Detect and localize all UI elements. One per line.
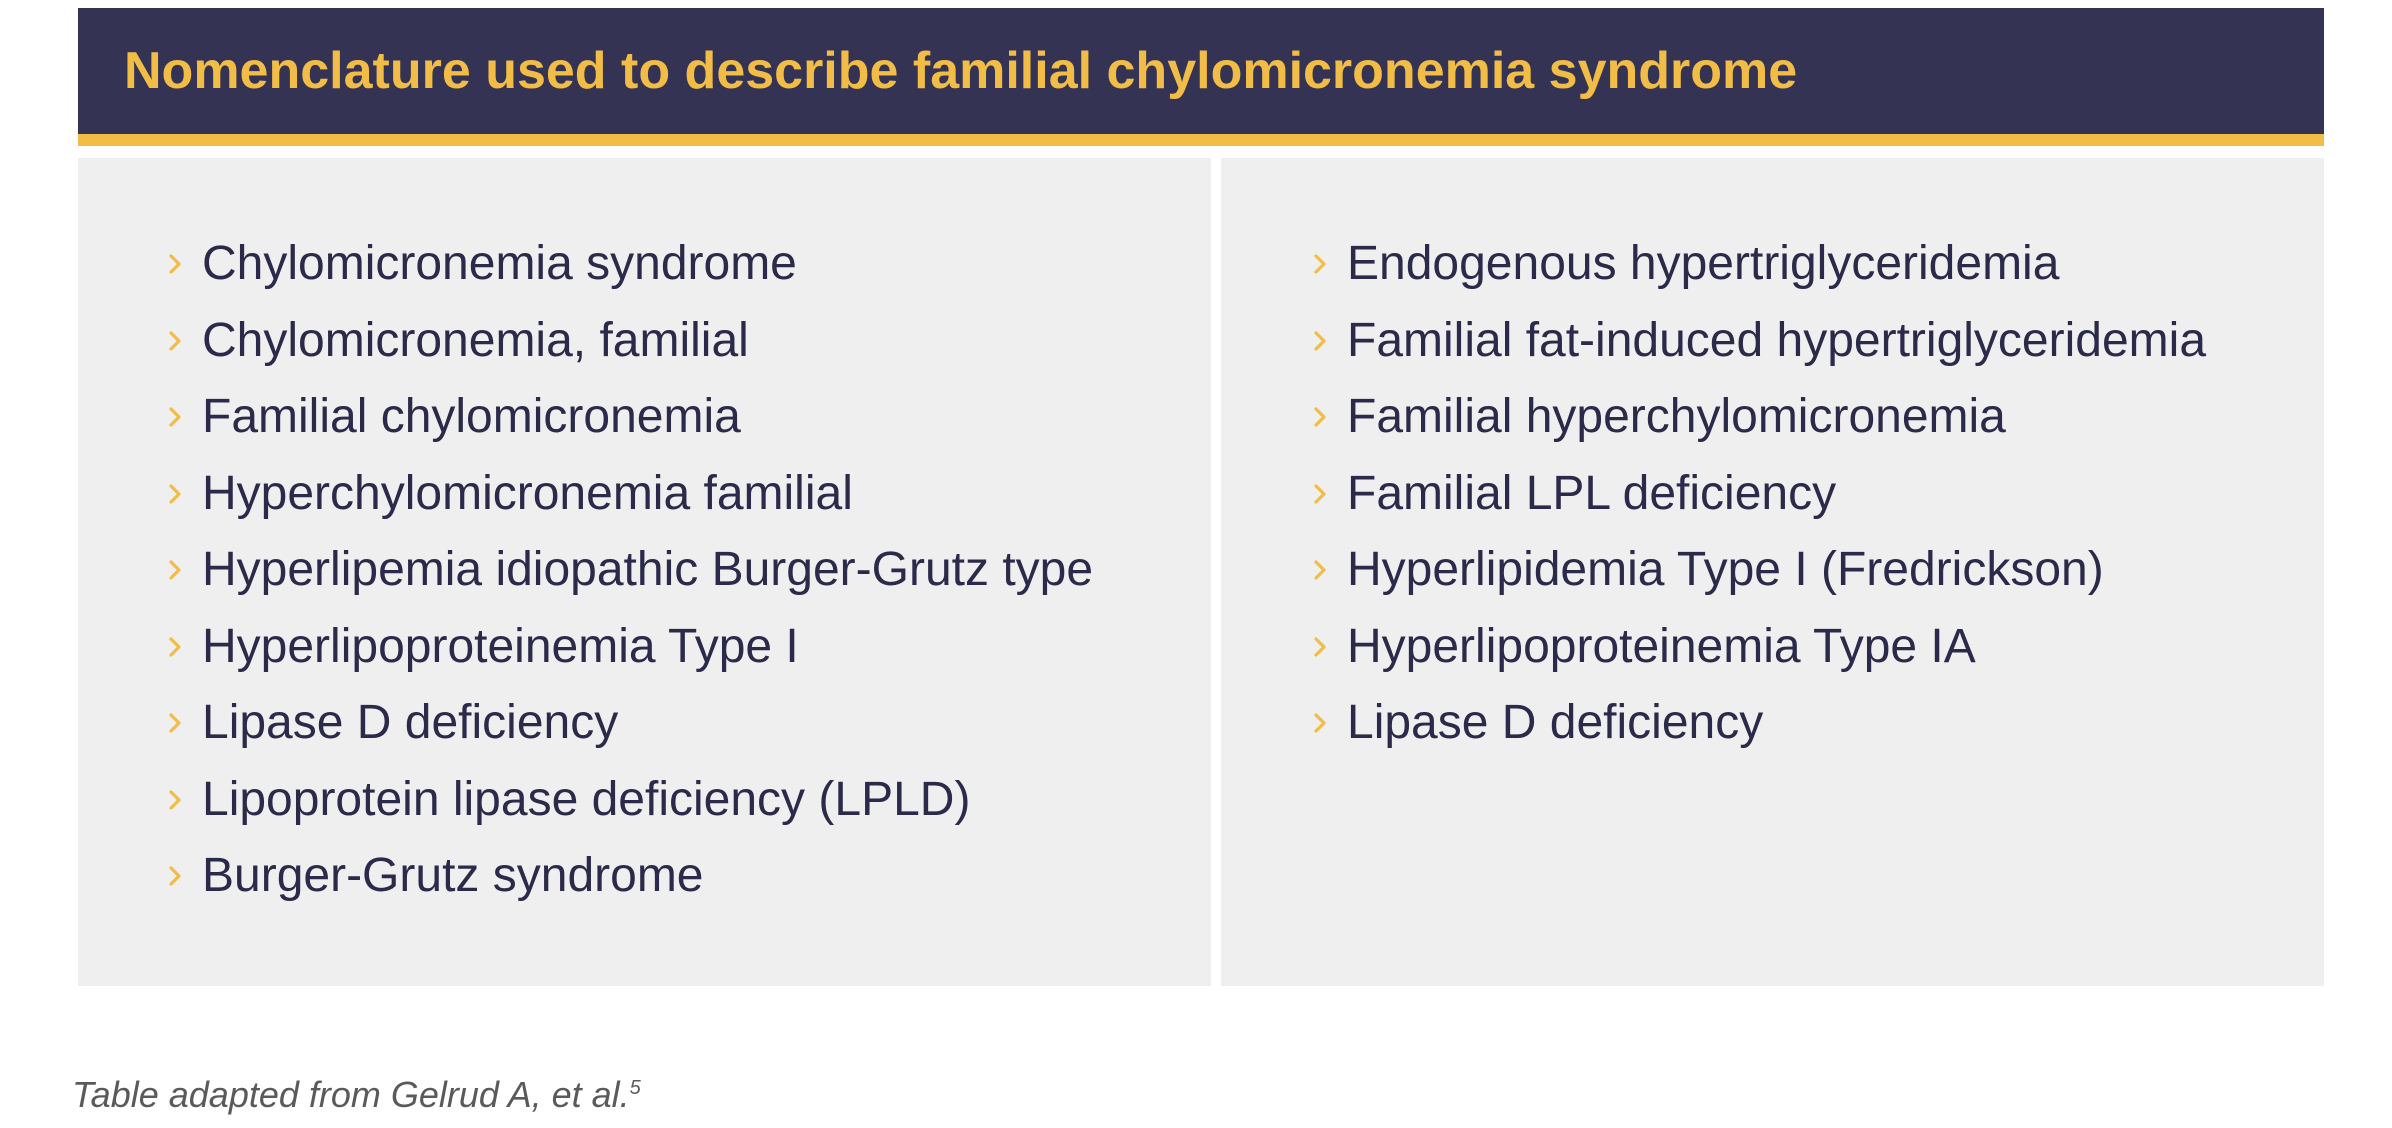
list-item	[1305, 456, 2206, 533]
left-term-list	[160, 226, 1093, 915]
list-item	[1305, 685, 2206, 762]
list-item-label: Hyperlipoproteinemia Type IA	[1347, 619, 1976, 673]
list-item	[160, 838, 1093, 915]
chevron-right-icon	[160, 226, 190, 303]
chevron-right-icon	[160, 685, 190, 762]
list-item	[160, 303, 1093, 380]
footnote-text: Table adapted from Gelrud A, et al.	[72, 1074, 630, 1115]
list-item	[160, 379, 1093, 456]
list-item-label: Chylomicronemia, familial	[202, 313, 749, 367]
list-item	[160, 762, 1093, 839]
list-item	[160, 226, 1093, 303]
list-item-label: Chylomicronemia syndrome	[202, 237, 797, 290]
list-item	[160, 456, 1093, 533]
list-item-label: Hyperlipemia idiopathic Burger-Grutz type	[202, 543, 1094, 596]
list-item	[1305, 532, 2206, 609]
list-item-label: Lipoprotein lipase deficiency (LPLD)	[202, 772, 971, 826]
title-banner	[78, 8, 2324, 134]
chevron-right-icon	[160, 456, 190, 533]
list-item-label: Hyperchylomicronemia familial	[202, 466, 853, 520]
chevron-right-icon	[160, 609, 190, 686]
chevron-right-icon	[1305, 226, 1335, 303]
list-item-label: Familial hyperchylomicronemia	[1347, 390, 2006, 443]
chevron-right-icon	[160, 303, 190, 380]
page-title: Nomenclature used to describe familial chylomicronemia syndrome	[124, 42, 1798, 100]
list-item-label: Lipase D deficiency	[202, 696, 619, 749]
list-item-label: Familial chylomicronemia	[202, 390, 741, 443]
list-item-label: Hyperlipidemia Type I (Fredrickson)	[1347, 543, 2104, 596]
list-item-label: Endogenous hypertriglyceridemia	[1347, 237, 2060, 290]
chevron-right-icon	[1305, 456, 1335, 533]
list-item-label: Lipase D deficiency	[1347, 696, 1764, 749]
chevron-right-icon	[1305, 532, 1335, 609]
list-item-label: Burger-Grutz syndrome	[202, 849, 704, 902]
chevron-right-icon	[160, 532, 190, 609]
left-column-panel	[78, 158, 1211, 986]
footnote-reference: 5	[629, 1077, 641, 1099]
list-item	[1305, 379, 2206, 456]
list-item	[1305, 303, 2206, 380]
list-item-label: Hyperlipoproteinemia Type I	[202, 619, 799, 673]
chevron-right-icon	[1305, 379, 1335, 456]
chevron-right-icon	[160, 379, 190, 456]
chevron-right-icon	[160, 838, 190, 915]
list-item	[1305, 226, 2206, 303]
list-item-label: Familial fat-induced hypertriglyceridemia	[1347, 313, 2207, 367]
right-term-list	[1305, 226, 2206, 762]
list-item	[160, 685, 1093, 762]
list-item	[160, 532, 1093, 609]
title-underline	[78, 134, 2324, 146]
list-item-label: Familial LPL deficiency	[1347, 466, 1837, 520]
list-item	[160, 609, 1093, 686]
footnote	[72, 1074, 641, 1116]
chevron-right-icon	[1305, 685, 1335, 762]
list-item	[1305, 609, 2206, 686]
right-column-panel	[1221, 158, 2324, 986]
chevron-right-icon	[1305, 303, 1335, 380]
chevron-right-icon	[160, 762, 190, 839]
chevron-right-icon	[1305, 609, 1335, 686]
